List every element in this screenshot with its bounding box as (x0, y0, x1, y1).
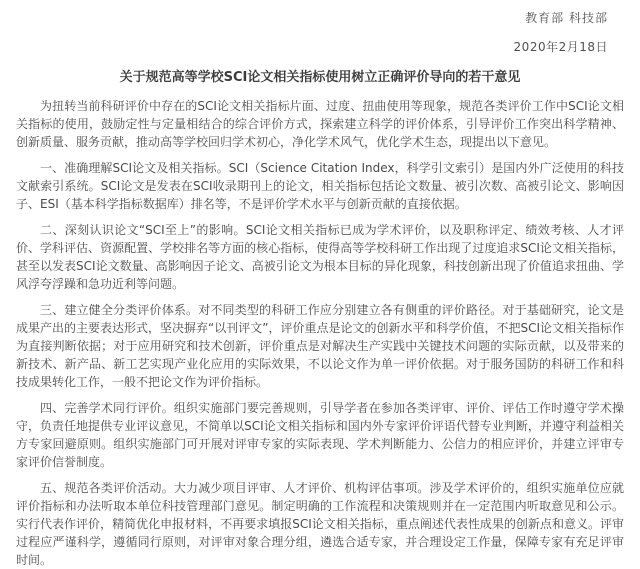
section-5-paragraph: 五、规范各类评价活动。大力减少项目评审、人才评价、机构评估事项。涉及学术评价的，组织实施单位应就评价指标和办法听取本单位科技管理部门意见。制定明确的工作流程和决策规则并在一定范围内听取意见和公示。实行代表作评价，精简优化申报材料，不再要求填报SCI论文相关指标，重点阐述代表性成果的创新点和意义。评审过程应严谨科学，遵循同行原则，对评审对象合理分组，遴选合适专家，并合理设定工作量，保障专家有充足评审时间。 (16, 481, 624, 567)
section-3-paragraph: 三、建立健全分类评价体系。对不同类型的科研工作应分别建立各有侧重的评价路径。对于基础研究，论文是成果产出的主要表达形式，坚决摒弃“以刊评文”，评价重点是论文的创新水平和科学价值，不把SCI论文相关指标作为直接判断依据；对于应用研究和技术创新，评价重点是对解决生产实践中关键技术问题的实际贡献，以及带来的新技术、新产品、新工艺实现产业化应用的实际效果，不以论文作为单一评价依据。对于服务国防的科研工作和科技成果转化工作，一般不把论文作为评价指标。 (16, 303, 624, 389)
document-date: 2020年2月18日 (513, 40, 608, 54)
section-2-paragraph: 二、深刻认识论文“SCI至上”的影响。SCI论文相关指标已成为学术评价，以及职称评定、绩效考核、人才评价、学科评估、资源配置、学校排名等方面的核心指标，使得高等学校科研工作出现了过度追求SCI论文相关指标，甚至以发表SCI论文数量、高影响因子论文、高被引论文为根本目标的异化现象，科技创新出现了价值追求扭曲、学风浮夸浮躁和急功近利等问题。 (16, 223, 624, 291)
section-4-paragraph: 四、完善学术同行评价。组织实施部门要完善规则，引导学者在参加各类评审、评价、评估工作时遵守学术操守，负责任地提供专业评议意见，不简单以SCI论文相关指标和国内外专家评价评语代替专业判断，并遵守利益相关方专家回避原则。组织实施部门可开展对评审专家的实际表现、学术判断能力、公信力的相应评价，并建立评审专家评价信誉制度。 (16, 401, 624, 469)
intro-paragraph: 为扭转当前科研评价中存在的SCI论文相关指标片面、过度、扭曲使用等现象，规范各类评价工作中SCI论文相关指标的使用，鼓励定性与定量相结合的综合评价方式，探索建立科学的评价体系，引导评价工作突出科学精神、创新质量、服务贡献，推动高等学校回归学术初心，净化学术风气，优化学术生态，现提出以下意见。 (16, 99, 624, 149)
section-1-paragraph: 一、准确理解SCI论文及相关指标。SCI（Science Citation Index，科学引文索引）是国内外广泛使用的科技文献索引系统。SCI论文是发表在SCI收录期刊上的论文，相关指标包括论文数量、被引次数、高被引论文、影响因子、ESI（基本科学指标数据库）排名等，不是评价学术水平与创新贡献的直接依据。 (16, 161, 624, 211)
document-title: 关于规范高等学校SCI论文相关指标使用树立正确评价导向的若干意见 (119, 70, 521, 85)
document-header (16, 10, 624, 55)
issuing-agencies: 教育部 科技部 (525, 11, 608, 25)
document-body (16, 97, 624, 569)
